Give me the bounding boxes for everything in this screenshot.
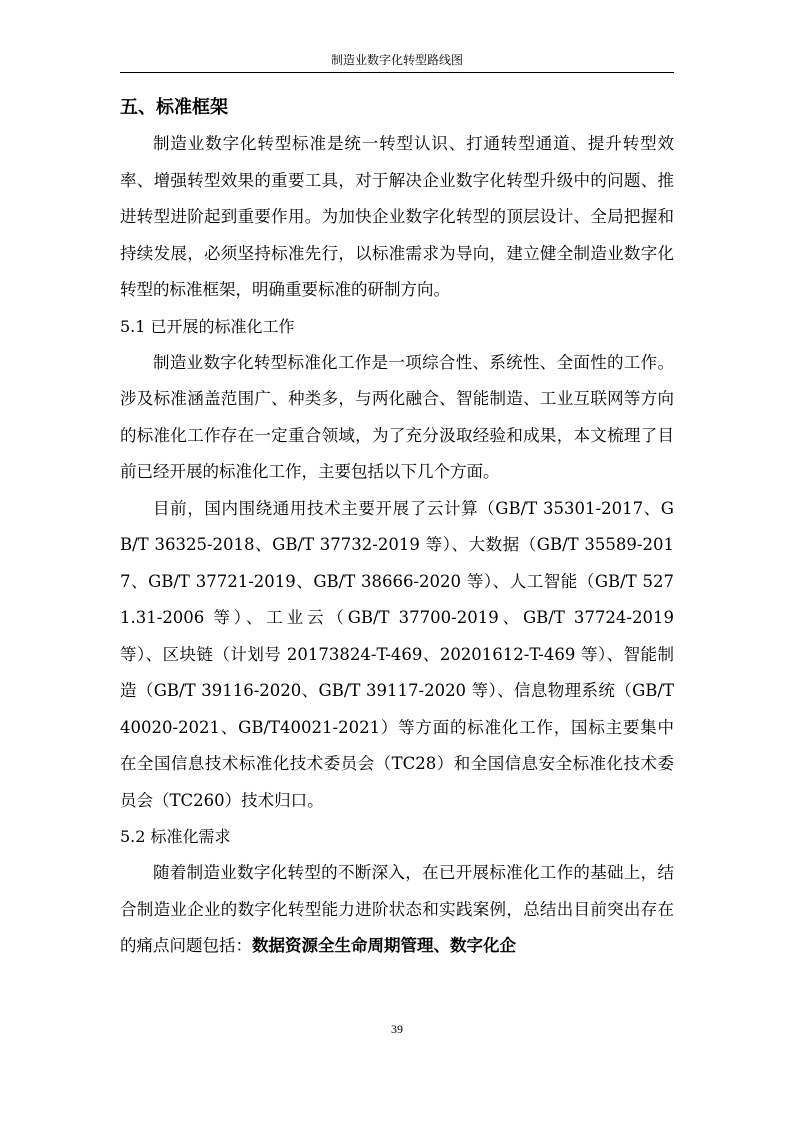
paragraph-5-2-bold-text: 数据资源全生命周期管理、数字化企 [252,936,516,955]
running-header: 制造业数字化转型路线图 [330,53,463,67]
paragraph-5-1-standards: 目前，国内围绕通用技术主要开展了云计算（GB/T 35301-2017、GB/T 36325-2018、GB/T 37732-2019 等）、大数据（GB/T 35589-2017、GB/T 37721-2019、GB/T 38666-2020 等）、人工智能（GB/T 5271.31-2006 等）、工业云（GB/T 37700-2019、GB/T 37724-2019 等）、区块链（计划号 20173824-T-469、20201612-T-469 等）、智能制造（GB/T 39116-2020、GB/T 39117-2020 等）、信息物理系统（GB/T40020-2021、GB/T40021-2021）等方面的标准化工作，国标主要集中在全国信息技术标准化技术委员会（TC28）和全国信息安全标准化技术委员会（TC260）技术归口。 [120,498,674,810]
paragraph-5-2-needs [120,855,674,965]
page-number: 39 [391,1022,403,1036]
header-divider [120,72,674,73]
subsection-heading-5-2: 5.2 标准化需求 [120,827,231,846]
paragraph-5-1-scope: 制造业数字化转型标准化工作是一项综合性、系统性、全面性的工作。涉及标准涵盖范围广、种类多，与两化融合、智能制造、工业互联网等方向的标准化工作存在一定重合领域，为了充分汲取经验和成果，本文梳理了目前已经开展的标准化工作，主要包括以下几个方面。 [120,352,674,481]
section-heading: 五、标准框架 [120,97,228,118]
subsection-heading-5-1: 5.1 已开展的标准化工作 [120,316,295,336]
page-body [120,90,674,965]
paragraph-5-2-text: 随着制造业数字化转型的不断深入，在已开展标准化工作的基础上，结合制造业企业的数字化转型能力进阶状态和实践案例，总结出目前突出存在的痛点问题包括： [120,863,674,955]
section-intro-paragraph: 制造业数字化转型标准是统一转型认识、打通转型通道、提升转型效率、增强转型效果的重要工具，对于解决企业数字化转型升级中的问题、推进转型进阶起到重要作用。为加快企业数字化转型的顶层设计、全局把握和持续发展，必须坚持标准先行，以标准需求为导向，建立健全制造业数字化转型的标准框架，明确重要标准的研制方向。 [120,134,674,299]
